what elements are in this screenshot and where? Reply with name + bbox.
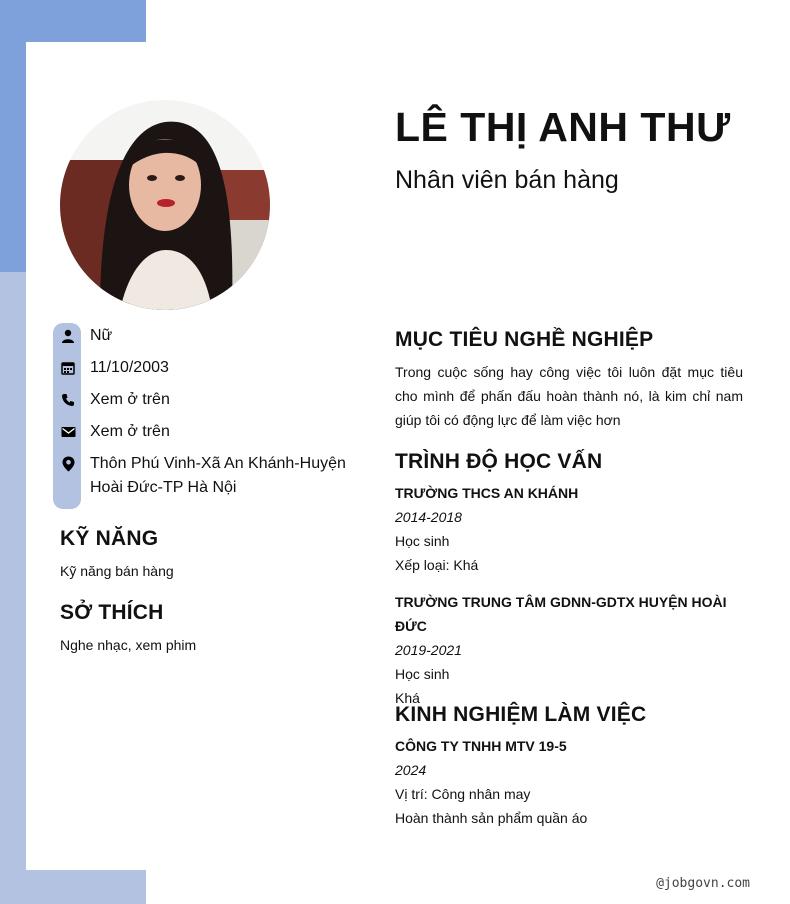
person-icon — [60, 324, 76, 348]
contact-text: Xem ở trên — [90, 391, 170, 408]
contact-text: Thôn Phú Vinh-Xã An Khánh-Huyện Hoài Đức-TP Hà Nội — [90, 455, 346, 496]
contact-gender — [60, 324, 350, 348]
education-grade: Khá — [395, 690, 420, 706]
education-item — [395, 481, 755, 577]
education-role: Học sinh — [395, 666, 450, 682]
education-period: 2014-2018 — [395, 509, 462, 525]
education-item — [395, 590, 755, 710]
experience-position: Vị trí: Công nhân may — [395, 786, 531, 802]
hobbies-heading: SỞ THÍCH — [60, 601, 164, 624]
experience-item — [395, 734, 755, 830]
candidate-job-title: Nhân viên bán hàng — [395, 166, 619, 194]
decor-block-bottom — [26, 870, 146, 904]
location-pin-icon — [60, 452, 76, 476]
company-name: CÔNG TY TNHH MTV 19-5 — [395, 738, 567, 754]
profile-photo — [60, 100, 270, 310]
calendar-icon — [60, 356, 76, 380]
phone-icon — [60, 388, 76, 412]
contact-text: Nữ — [90, 327, 113, 344]
candidate-name: LÊ THỊ ANH THƯ — [395, 104, 731, 150]
education-heading: TRÌNH ĐỘ HỌC VẤN — [395, 450, 603, 473]
contact-phone — [60, 388, 350, 412]
contact-birthday — [60, 356, 350, 380]
school-name: TRƯỜNG TRUNG TÂM GDNN-GDTX HUYỆN HOÀI ĐỨC — [395, 594, 727, 634]
objective-heading: MỤC TIÊU NGHỀ NGHIỆP — [395, 328, 654, 351]
contact-text: 11/10/2003 — [90, 359, 169, 376]
education-grade: Xếp loại: Khá — [395, 557, 479, 573]
education-role: Học sinh — [395, 533, 450, 549]
skills-text: Kỹ năng bán hàng — [60, 563, 174, 579]
hobbies-text: Nghe nhạc, xem phim — [60, 637, 197, 653]
site-watermark: @jobgovn.com — [656, 876, 750, 891]
decor-strip-left — [0, 272, 26, 904]
experience-heading: KINH NGHIỆM LÀM VIỆC — [395, 703, 647, 726]
experience-description: Hoàn thành sản phẩm quần áo — [395, 810, 588, 826]
mail-icon — [60, 420, 76, 444]
contact-text: Xem ở trên — [90, 423, 170, 440]
objective-text: Trong cuộc sống hay công việc tôi luôn đặt mục tiêu cho mình để phấn đấu hoàn thành nó, là kim chỉ nam giúp tôi có động lực để làm việc hơn — [395, 364, 743, 428]
contact-address — [60, 452, 350, 500]
education-period: 2019-2021 — [395, 642, 462, 658]
school-name: TRƯỜNG THCS AN KHÁNH — [395, 485, 579, 501]
experience-period: 2024 — [395, 762, 427, 778]
contact-email — [60, 420, 350, 444]
skills-heading: KỸ NĂNG — [60, 527, 159, 550]
